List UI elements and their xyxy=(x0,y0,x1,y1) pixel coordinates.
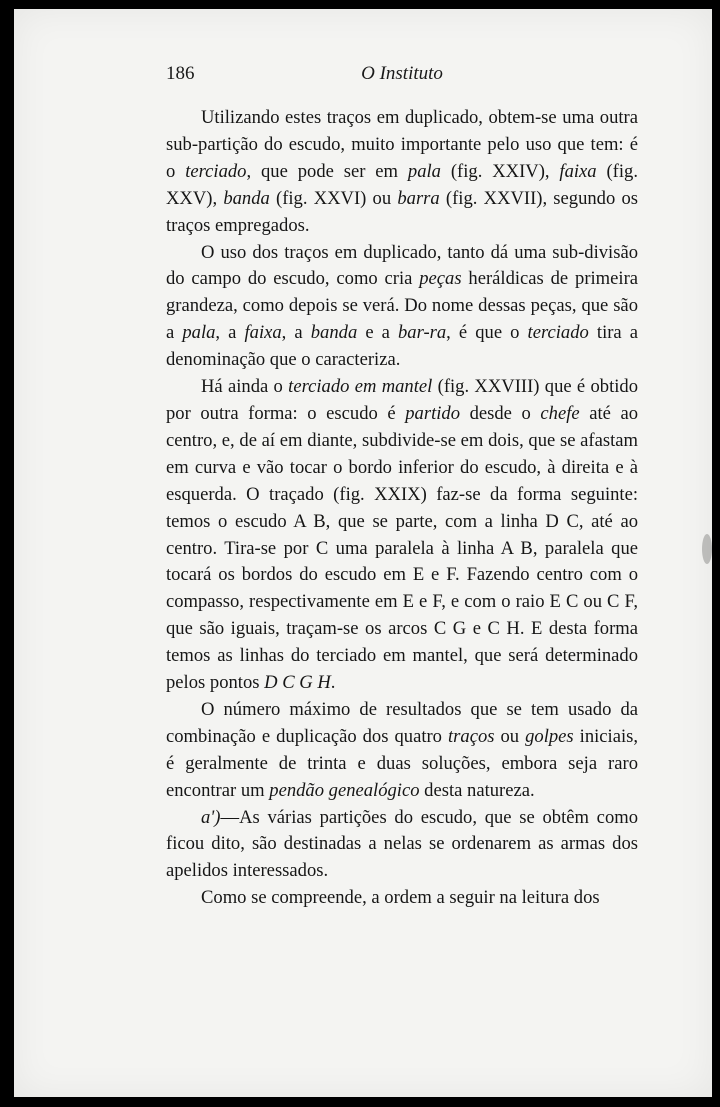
text-run: heráldicas de primeira grandeza, como depois se verá. Do nome dessas peças, que são a xyxy=(166,268,639,344)
italic-term: faixa xyxy=(559,160,597,182)
text-run: , a xyxy=(281,322,311,344)
italic-term: a') xyxy=(201,806,221,828)
text-run: , que pode ser em xyxy=(246,160,408,182)
text-run: . xyxy=(330,672,336,694)
text-run: ou xyxy=(494,725,526,747)
text-run: Como se compreende, a ordem a seguir na leitura dos xyxy=(201,887,600,909)
page-header xyxy=(166,63,638,87)
paragraph xyxy=(166,885,638,912)
italic-term: chefe xyxy=(540,402,580,424)
running-title: O Instituto xyxy=(361,63,443,84)
italic-term: pala xyxy=(182,322,216,344)
text-run: (fig. XXV), xyxy=(166,160,638,209)
paragraph xyxy=(166,805,638,886)
paragraph xyxy=(166,240,638,375)
italic-term: partido xyxy=(405,402,460,424)
text-run: (fig. XXVIII) que é obtido por outra forma: o escudo é xyxy=(166,376,638,424)
text-run: iniciais, é geralmente de trinta e duas soluções, embora seja raro encontrar um xyxy=(166,725,639,801)
text-run: desde o xyxy=(460,402,541,424)
paragraph xyxy=(166,105,638,240)
italic-term: golpes xyxy=(525,725,574,747)
text-run: desta natureza. xyxy=(419,779,535,801)
italic-term: traços xyxy=(448,725,495,747)
italic-term: pendão genealógico xyxy=(269,779,420,801)
body-text xyxy=(166,105,638,912)
italic-term: D C G H xyxy=(264,672,331,694)
text-run: O uso dos traços em duplicado, tanto dá uma sub-divisão do campo do escudo, como cria xyxy=(166,241,638,290)
page-stain xyxy=(702,534,712,564)
text-run: e a xyxy=(357,322,398,344)
paragraph xyxy=(166,697,638,805)
text-run: O número máximo de resultados que se tem usado da combinação e duplicação dos quatro xyxy=(166,698,638,747)
italic-term: barra xyxy=(397,187,440,209)
text-run: —As várias partições do escudo, que se obtêm como ficou dito, são destinadas a nelas se ordenarem as armas dos apelidos interessados. xyxy=(166,806,638,882)
italic-term: pala xyxy=(407,160,441,182)
text-run: Há ainda o xyxy=(201,376,289,398)
text-run: até ao centro, e, de aí em diante, subdivide-se em dois, que se afastam em curva e vão tocar o bordo inferior do escudo, à direita e à esquerda. O traçado (fig. XXIX) faz-se da forma seguinte: temos o escudo A B, que se parte, com a linha D C, até ao centro. Tira-se por C uma paralela à linha A B, paralela que tocará os bordos do escudo em E e F. Fazendo centro com o compasso, respectivamente em E e F, e com o raio E C ou C F, que são iguais, traçam-se os arcos C G e C H. E desta forma temos as linhas do terciado em mantel, que será determinado pelos pontos xyxy=(166,402,639,694)
paragraph xyxy=(166,374,638,697)
text-run: Utilizando estes traços em duplicado, obtem-se uma outra sub-partição do escudo, muito importante pelo uso que tem: é o xyxy=(166,107,638,182)
page-number: 186 xyxy=(166,63,195,84)
text-run: (fig. XXIV), xyxy=(440,160,560,182)
italic-term: terciado xyxy=(527,322,589,344)
italic-term: banda xyxy=(310,322,358,344)
italic-term: peças xyxy=(419,268,462,290)
italic-term: banda xyxy=(223,187,270,209)
text-run: , é que o xyxy=(446,322,528,344)
italic-term: terciado xyxy=(185,160,247,182)
text-run: (fig. XXVI) ou xyxy=(269,187,398,209)
italic-term: bar-ra xyxy=(397,322,447,344)
text-run: tira a denominação que o caracteriza. xyxy=(166,322,639,371)
italic-term: faixa xyxy=(244,322,282,344)
text-run: , a xyxy=(215,322,245,344)
italic-term: terciado em mantel xyxy=(288,376,433,398)
text-run: (fig. XXVII), segundo os traços empregados. xyxy=(166,187,638,236)
